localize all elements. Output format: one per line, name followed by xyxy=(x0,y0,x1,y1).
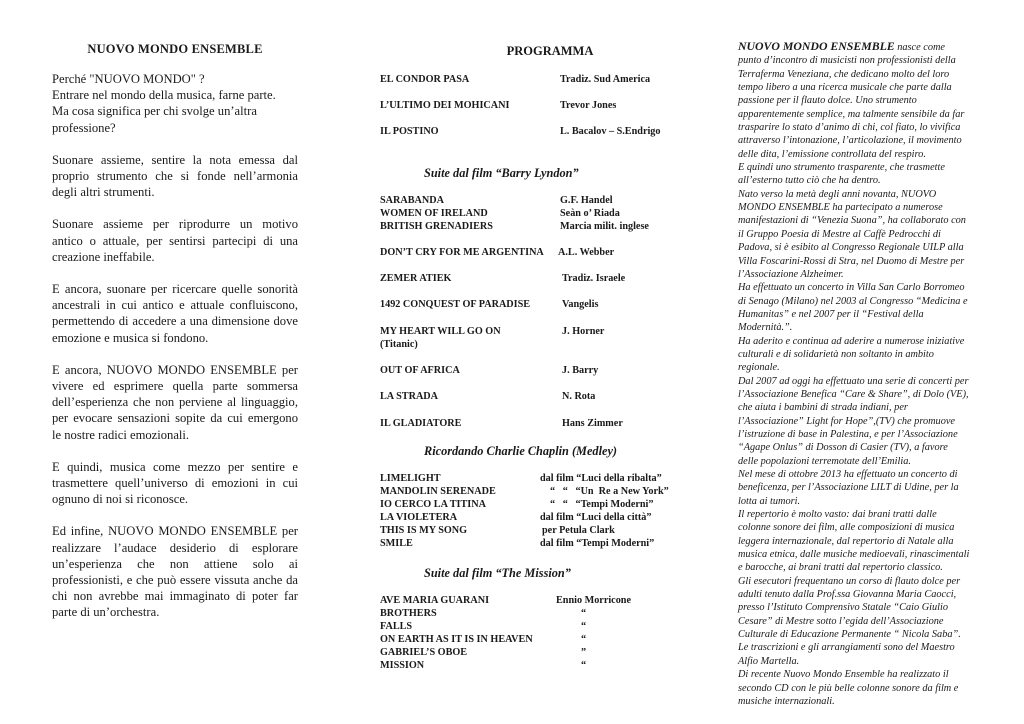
piece-author: “ xyxy=(581,608,587,619)
program-row xyxy=(380,594,720,608)
intro-paragraph: E ancora, NUOVO MONDO ENSEMBLE per vivere ed esprimere quella parte sommersa dell’esperienza che non perviene al linguaggio, per evocare sensazioni sopite da cui emergono le nostre radici emozionali. xyxy=(52,362,298,442)
program-row xyxy=(380,511,720,525)
about-line: delle dita, l’emissione controllata del respiro. xyxy=(738,148,926,160)
program-row xyxy=(380,607,720,621)
about-text xyxy=(738,40,982,708)
about-line: Il repertorio è molto vasto: dai brani tratti dalle xyxy=(738,509,937,521)
about-line: Alfio Martella. xyxy=(738,655,800,667)
about-line: regionale. xyxy=(738,362,780,374)
piece-author: “ xyxy=(581,634,587,645)
piece-author: G.F. Handel xyxy=(560,195,613,206)
program-row xyxy=(380,364,720,378)
about-line: musiche internazionali. xyxy=(738,695,835,707)
piece-author: “ xyxy=(581,621,587,632)
about-line: Ha effettuato un concerto in Villa San Carlo Borromeo xyxy=(738,282,965,294)
about-line: l’Associazione” Light for Hope”,(TV) che promuove xyxy=(738,415,955,427)
suite-heading-mission: Suite dal film “The Mission” xyxy=(424,566,571,580)
about-line: Culturale di Educazione Permanente “ Nicola Saba”. xyxy=(738,629,961,641)
piece-author: Seàn o’ Riada xyxy=(560,208,620,219)
intro-paragraph: Perché "NUOVO MONDO" ? Entrare nel mondo della musica, farne parte. Ma cosa significa per chi svolge un’altra professione? xyxy=(52,72,276,135)
piece-title: BRITISH GRENADIERS xyxy=(380,221,493,232)
about-line: passione per il flauto dolce. Uno strumento xyxy=(738,95,917,107)
about-line: che aiuta i bambini di strada indiani, per xyxy=(738,402,908,414)
piece-author: Marcia milit. inglese xyxy=(560,221,649,232)
program-row xyxy=(380,659,720,673)
about-line: Di recente Nuovo Mondo Ensemble ha realizzato il xyxy=(738,669,949,681)
about-line: trasparire lo stato d’animo di chi, col fiato, lo vivifica xyxy=(738,122,961,134)
about-line: Le trascrizioni e gli arrangiamenti sono del Maestro xyxy=(738,642,955,654)
about-line: culturali e di solidarietà non soltanto in ambito xyxy=(738,348,934,360)
piece-author: Tradiz. Sud America xyxy=(560,74,651,85)
about-line: delle popolazioni terremotate dell’Emilia. xyxy=(738,455,911,467)
about-line: adulti tenuto dalla Prof.ssa Giovanna Maria Caocci, xyxy=(738,589,957,601)
about-line: musica etnica, dalle musiche medioevali, rinascimentali xyxy=(738,549,970,561)
piece-author: “ “ “Un Re a New York” xyxy=(550,486,669,497)
about-line: “Agape Onlus” di Dosson di Casier (TV), a favore xyxy=(738,442,948,454)
about-line: presso l’Istituto Comprensivo Statale “Caio Giulio xyxy=(738,602,949,614)
about-line: Modernità.”. xyxy=(738,322,793,334)
program-row xyxy=(380,207,720,221)
about-line: Dal 2007 ad oggi ha effettuato una serie di concerti per xyxy=(738,375,969,387)
piece-note: (Titanic) xyxy=(380,339,418,350)
program-row xyxy=(380,125,720,139)
piece-title: DON’T CRY FOR ME ARGENTINA xyxy=(380,247,544,258)
piece-author: Trevor Jones xyxy=(560,100,617,111)
piece-title: LIMELIGHT xyxy=(380,473,441,484)
piece-title: ZEMER ATIEK xyxy=(380,273,452,284)
program-row xyxy=(380,298,720,312)
about-title: NUOVO MONDO ENSEMBLE xyxy=(738,39,895,53)
piece-author: Hans Zimmer xyxy=(562,418,623,429)
suite-heading-chaplin: Ricordando Charlie Chaplin (Medley) xyxy=(424,444,618,458)
program-row xyxy=(380,338,720,352)
program-row xyxy=(380,498,720,512)
program-row xyxy=(380,472,720,486)
about-line: Terraferma Veneziana, che dedicano molto del loro xyxy=(738,68,950,80)
piece-title: EL CONDOR PASA xyxy=(380,74,470,85)
about-line: Nato verso la metà degli anni novanta, NUOVO xyxy=(738,188,937,200)
piece-author: Vangelis xyxy=(562,299,599,310)
piece-title: 1492 CONQUEST OF PARADISE xyxy=(380,299,531,310)
piece-title: SMILE xyxy=(380,538,413,549)
piece-title: FALLS xyxy=(380,621,413,632)
about-line: Cesare” di Mestre sotto l’egida dell’Associazione xyxy=(738,615,944,627)
program-row xyxy=(380,390,720,404)
about-line: attraverso l’intonazione, l’articolazione, il movimento xyxy=(738,135,962,147)
program-row xyxy=(380,633,720,647)
piece-author: Tradiz. Israele xyxy=(562,273,626,284)
intro-paragraphs xyxy=(52,71,298,637)
program-row xyxy=(380,194,720,208)
about-line: MONDO ENSEMBLE ha partecipato a numerose xyxy=(738,202,943,214)
piece-author: J. Barry xyxy=(562,365,599,376)
program-row xyxy=(380,220,720,234)
piece-author: ” xyxy=(581,647,587,658)
piece-title: MY HEART WILL GO ON xyxy=(380,326,501,337)
piece-author: N. Rota xyxy=(562,391,596,402)
about-line: Padova, si è esibito al Congresso Regionale UILP alla xyxy=(738,242,964,254)
intro-paragraph: Suonare assieme, sentire la nota emessa dal proprio strumento che si fonde nell’armonia degli altri strumenti. xyxy=(52,152,298,200)
about-line: Gli esecutori frequentano un corso di flauto dolce per xyxy=(738,575,961,587)
piece-title: IL GLADIATORE xyxy=(380,418,462,429)
piece-author: dal film “Tempi Moderni” xyxy=(540,538,655,549)
program-row xyxy=(380,99,720,113)
suite-heading-barry-lyndon: Suite dal film “Barry Lyndon” xyxy=(424,166,579,180)
program-row xyxy=(380,246,720,260)
about-line: lotta ai tumori. xyxy=(738,495,801,507)
about-line: beneficenza, per l’Associazione LILT di Udine, per la xyxy=(738,482,959,494)
program-row xyxy=(380,325,720,339)
about-line: Ha aderito e continua ad aderire a numerose iniziative xyxy=(738,335,965,347)
about-line: l’istruzione di base in Palestina, e per l’Associazione xyxy=(738,428,958,440)
program-row xyxy=(380,417,720,431)
program-title: PROGRAMMA xyxy=(506,44,594,58)
piece-author: dal film “Luci della ribalta” xyxy=(540,473,662,484)
piece-author: L. Bacalov – S.Endrigo xyxy=(560,126,661,137)
about-line: manifestazioni di “Venezia Suona”, ha collaborato con xyxy=(738,215,966,227)
piece-author: per Petula Clark xyxy=(542,525,615,536)
about-line: leggera internazionale, dal repertorio di Natale alla xyxy=(738,535,954,547)
about-line: tempo libero a una ricerca musicale che parte dalla xyxy=(738,82,952,94)
about-line: il Gruppo Poesia di Mestre al Caffè Pedrocchi di xyxy=(738,228,941,240)
piece-title: L’ULTIMO DEI MOHICANI xyxy=(380,100,510,111)
program-row xyxy=(380,73,720,87)
about-line-first xyxy=(738,40,982,54)
program-row xyxy=(380,537,720,551)
program-row xyxy=(380,524,720,538)
piece-title: BROTHERS xyxy=(380,608,437,619)
piece-title: WOMEN OF IRELAND xyxy=(380,208,488,219)
intro-paragraph: Suonare assieme per riprodurre un motivo antico o attuale, per sentirsi partecipi di una creazione ineffabile. xyxy=(52,217,298,264)
about-line: apparentemente semplice, ma talmente sensibile da far xyxy=(738,108,965,120)
intro-paragraph: E ancora, suonare per ricercare quelle sonorità ancestrali in cui antico e attuale confluiscono, permettendo di accedere a una dimensione dove emozione e musica si fondono. xyxy=(52,282,298,345)
about-line: l’Associazione Benefica “Care & Share”, di Dolo (VE), xyxy=(738,388,969,400)
piece-title: IL POSTINO xyxy=(380,126,439,137)
about-line: secondo CD con le più belle colonne sonore da film e xyxy=(738,682,959,694)
program-row xyxy=(380,272,720,286)
piece-title: LA STRADA xyxy=(380,391,439,402)
about-line: Nel mese di ottobre 2013 ha effettuato un concerto di xyxy=(738,469,958,480)
about-line: punto d’incontro di musicisti non professionisti della xyxy=(738,55,956,67)
piece-author: “ xyxy=(581,660,587,671)
piece-author: dal film “Luci della città” xyxy=(540,512,652,523)
program-row xyxy=(380,485,720,499)
piece-title: MISSION xyxy=(380,660,425,671)
about-line: Humanitas” e nel 2007 per il “Festival della xyxy=(738,308,924,320)
about-line: Villa Foscarini-Rossi di Stra, nel Duomo di Mestre per xyxy=(738,255,965,267)
about-line: nasce come xyxy=(894,42,945,53)
piece-title: AVE MARIA GUARANI xyxy=(380,595,490,606)
about-line: colonne sonore dei film, alle composizioni di musica xyxy=(738,522,955,534)
program-row xyxy=(380,646,720,660)
intro-paragraph: E quindi, musica come mezzo per sentire e trasmettere quell’universo di emozioni in cui ognuno di noi si riconosce. xyxy=(52,459,298,507)
piece-author: A.L. Webber xyxy=(558,247,615,258)
piece-title: LA VIOLETERA xyxy=(380,512,458,523)
about-line: di Senago (Milano) nel 2003 al Congresso “Medicina e xyxy=(738,295,968,307)
piece-title: GABRIEL’S OBOE xyxy=(380,647,468,658)
piece-title: SARABANDA xyxy=(380,195,444,206)
piece-author: J. Horner xyxy=(562,326,605,337)
piece-title: ON EARTH AS IT IS IN HEAVEN xyxy=(380,634,533,645)
intro-paragraph: Ed infine, NUOVO MONDO ENSEMBLE per realizzare l’audace desiderio di esplorare un’esperienza che non attiene solo ai professionisti, e che può essere vissuta anche da chi non avrebbe mai immaginato di poter far parte di un’orchestra. xyxy=(52,524,298,620)
piece-author: “ “ “Tempi Moderni” xyxy=(550,499,654,510)
about-line: l’Associazione Alzheimer. xyxy=(738,268,844,280)
piece-title: THIS IS MY SONG xyxy=(380,525,468,536)
about-line: e barocche, ai brani tratti dal repertorio classico. xyxy=(738,562,943,574)
piece-author: Ennio Morricone xyxy=(556,595,631,606)
intro-title: NUOVO MONDO ENSEMBLE xyxy=(87,42,263,56)
piece-title: IO CERCO LA TITINA xyxy=(380,499,486,510)
about-line: E quindi uno strumento trasparente, che trasmette xyxy=(738,162,945,174)
piece-title: MANDOLIN SERENADE xyxy=(380,486,496,497)
piece-title: OUT OF AFRICA xyxy=(380,365,460,376)
program-row xyxy=(380,620,720,634)
about-line: all’esterno tutto ciò che ha dentro. xyxy=(738,175,881,187)
